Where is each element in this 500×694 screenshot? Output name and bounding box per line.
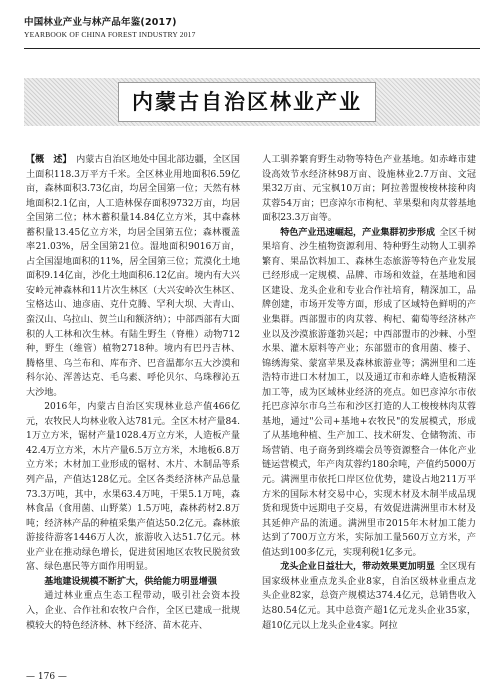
page-number: — 176 — bbox=[26, 672, 67, 682]
section-heading-bases: 基地建设规模不断扩大，供给能力明显增强 bbox=[44, 576, 217, 587]
output-paragraph: 2016年，内蒙古自治区实现林业总产值466亿元，农牧民人均林业收入达781元。全区木材产量84.1万立方米，锯材产量1028.4万立方米，人造板产量42.4万立方米，木片产量6.5万立方米，木地板6.8万立方米；木材加工业形成的锯材、木片、木制品等系列产品，产值达128亿元。全区各类经济林产品总量73.3万吨，其中，水果63.4万吨，干果5.1万吨，森林食品（食用菌、山野菜）1.5万吨，森林药材2.8万吨；经济林产品的种植采集产值达50.2亿元。森林旅游接待游客1446万人次，旅游收入达51.7亿元。林业产业在推动绿色增长，促进贫困地区农牧民脱贫致富、绿色惠民等方面作用明显。 bbox=[26, 402, 240, 573]
bases-paragraph: 通过林业重点生态工程带动，吸引社会资本投入，企业、合作社和农牧户合作，全区已建成一批规模较大的特色经济林、林下经济、苗木花卉、 bbox=[26, 591, 240, 631]
left-column bbox=[26, 153, 240, 665]
header-english: YEARBOOK OF CHINA FOREST INDUSTRY 2017 bbox=[24, 30, 196, 39]
intro-paragraph bbox=[26, 153, 240, 400]
overview-label: 【概 述】 bbox=[26, 155, 72, 165]
running-header bbox=[24, 14, 480, 39]
page-title: 内蒙古自治区林业产业 bbox=[118, 82, 376, 122]
header-chinese: 中国林业产业与林产品年鉴(2017) bbox=[24, 17, 177, 28]
section-heading-clusters: 特色产业迅速崛起，产业集群初步形成 bbox=[280, 227, 435, 238]
header-rule bbox=[24, 48, 480, 49]
bases-continued-paragraph: 人工驯养繁育野生动物等特色产业基地。如赤峰市建设高效节水经济林98万亩、设施林业2.7万亩、文冠果32万亩、元宝枫10万亩；阿拉善盟梭梭林接种肉苁蓉54万亩；巴彦淖尔市枸杞、苹果梨和肉苁蓉基地面积23.3万亩等。 bbox=[262, 155, 476, 224]
intro-text: 内蒙古自治区地处中国北部边疆，全区国土面积118.3万平方千米。全区林业用地面积6.59亿亩，森林面积3.73亿亩，均居全国第一位；天然有林地面积2.1亿亩，人工造林保存面积9732万亩，均居全国第二位；林木蓄积量14.84亿立方米，其中森林蓄积量13.45亿立方米，均居全国第五位；森林覆盖率21.03%，居全国第21位。湿地面积9016万亩，占全国湿地面积的11%，居全国第三位；荒漠化土地面积9.14亿亩，沙化土地面积6.12亿亩。境内有大兴安岭元神森林和11片次生林区（大兴安岭次生林区、宝格达山、迪彦庙、克什克腾、罕利大坝、大青山、蛮汉山、乌拉山、贺兰山和额济纳）；中部西部有大面积的人工林和次生林。有陆生野生（脊椎）动物712种，野生（维管）植物2718种。境内有巴丹吉林、腾格里、乌兰布和、库布齐、巴音温都尔五大沙漠和科尔沁、浑善达克、毛乌素、呼伦贝尔、乌珠穆沁五大沙地。 bbox=[26, 155, 240, 398]
right-column bbox=[262, 153, 476, 665]
enterprises-paragraph bbox=[262, 560, 476, 633]
clusters-paragraph bbox=[262, 226, 476, 561]
clusters-text: 全区千树果培育、沙生植物资源利用、特种野生动物人工驯养繁育、果品饮料加工、森林生态旅游等特色产业发展已经形成一定规模、品牌、市场和效益，在基地和园区建设、龙头企业和专业合作社培育，精深加工，品牌创建，市场开发等方面，形成了区域特色鲜明的产业集群。西部盟市的肉苁蓉、枸杞、葡萄等经济林产业以及沙漠旅游蓬勃兴起；中西部盟市的沙棘、小型水果、灌木原料等产业；东部盟市的食用菌、榛子、锦绣海棠、蒙富苹果及森林旅游业等；满洲里和二连浩特市进口木材加工，以及通辽市和赤峰人造板精深加工等，成为区域林业经济的亮点。如巴彦淖尔市依托巴彦淖尔市乌兰布和沙区打造的人工梭梭林肉苁蓉基地，通过"公司+基地+农牧民"的发展模式，形成了从基地种植、生产加工、技术研发、仓储物流、市场营销、电子商务到终端会员等资源整合一体化产业链运营模式，年产肉苁蓉约180余吨，产值约5000万元。满洲里市依托口岸区位优势，建设占地211万平方米的国际木材交易中心，实现木材及木制半成品现货和现货中远期电子交易，有效促进满洲里市木材及其延伸产品的流通。满洲里市2015年木材加工能力达到了700万立方米，实际加工量560万立方米，产值达到100多亿元，实现利税1亿多元。 bbox=[262, 227, 476, 558]
enterprises-text: 全区现有国家级林业重点龙头企业8家，自治区级林业重点龙头企业82家，总资产规模达374.4亿元，总销售收入达80.54亿元。其中总资产超1亿元龙头企业35家，超10亿元以上龙头企业4家。阿拉 bbox=[262, 562, 476, 631]
section-heading-enterprises: 龙头企业日益壮大，带动效果更加明显 bbox=[280, 562, 435, 573]
